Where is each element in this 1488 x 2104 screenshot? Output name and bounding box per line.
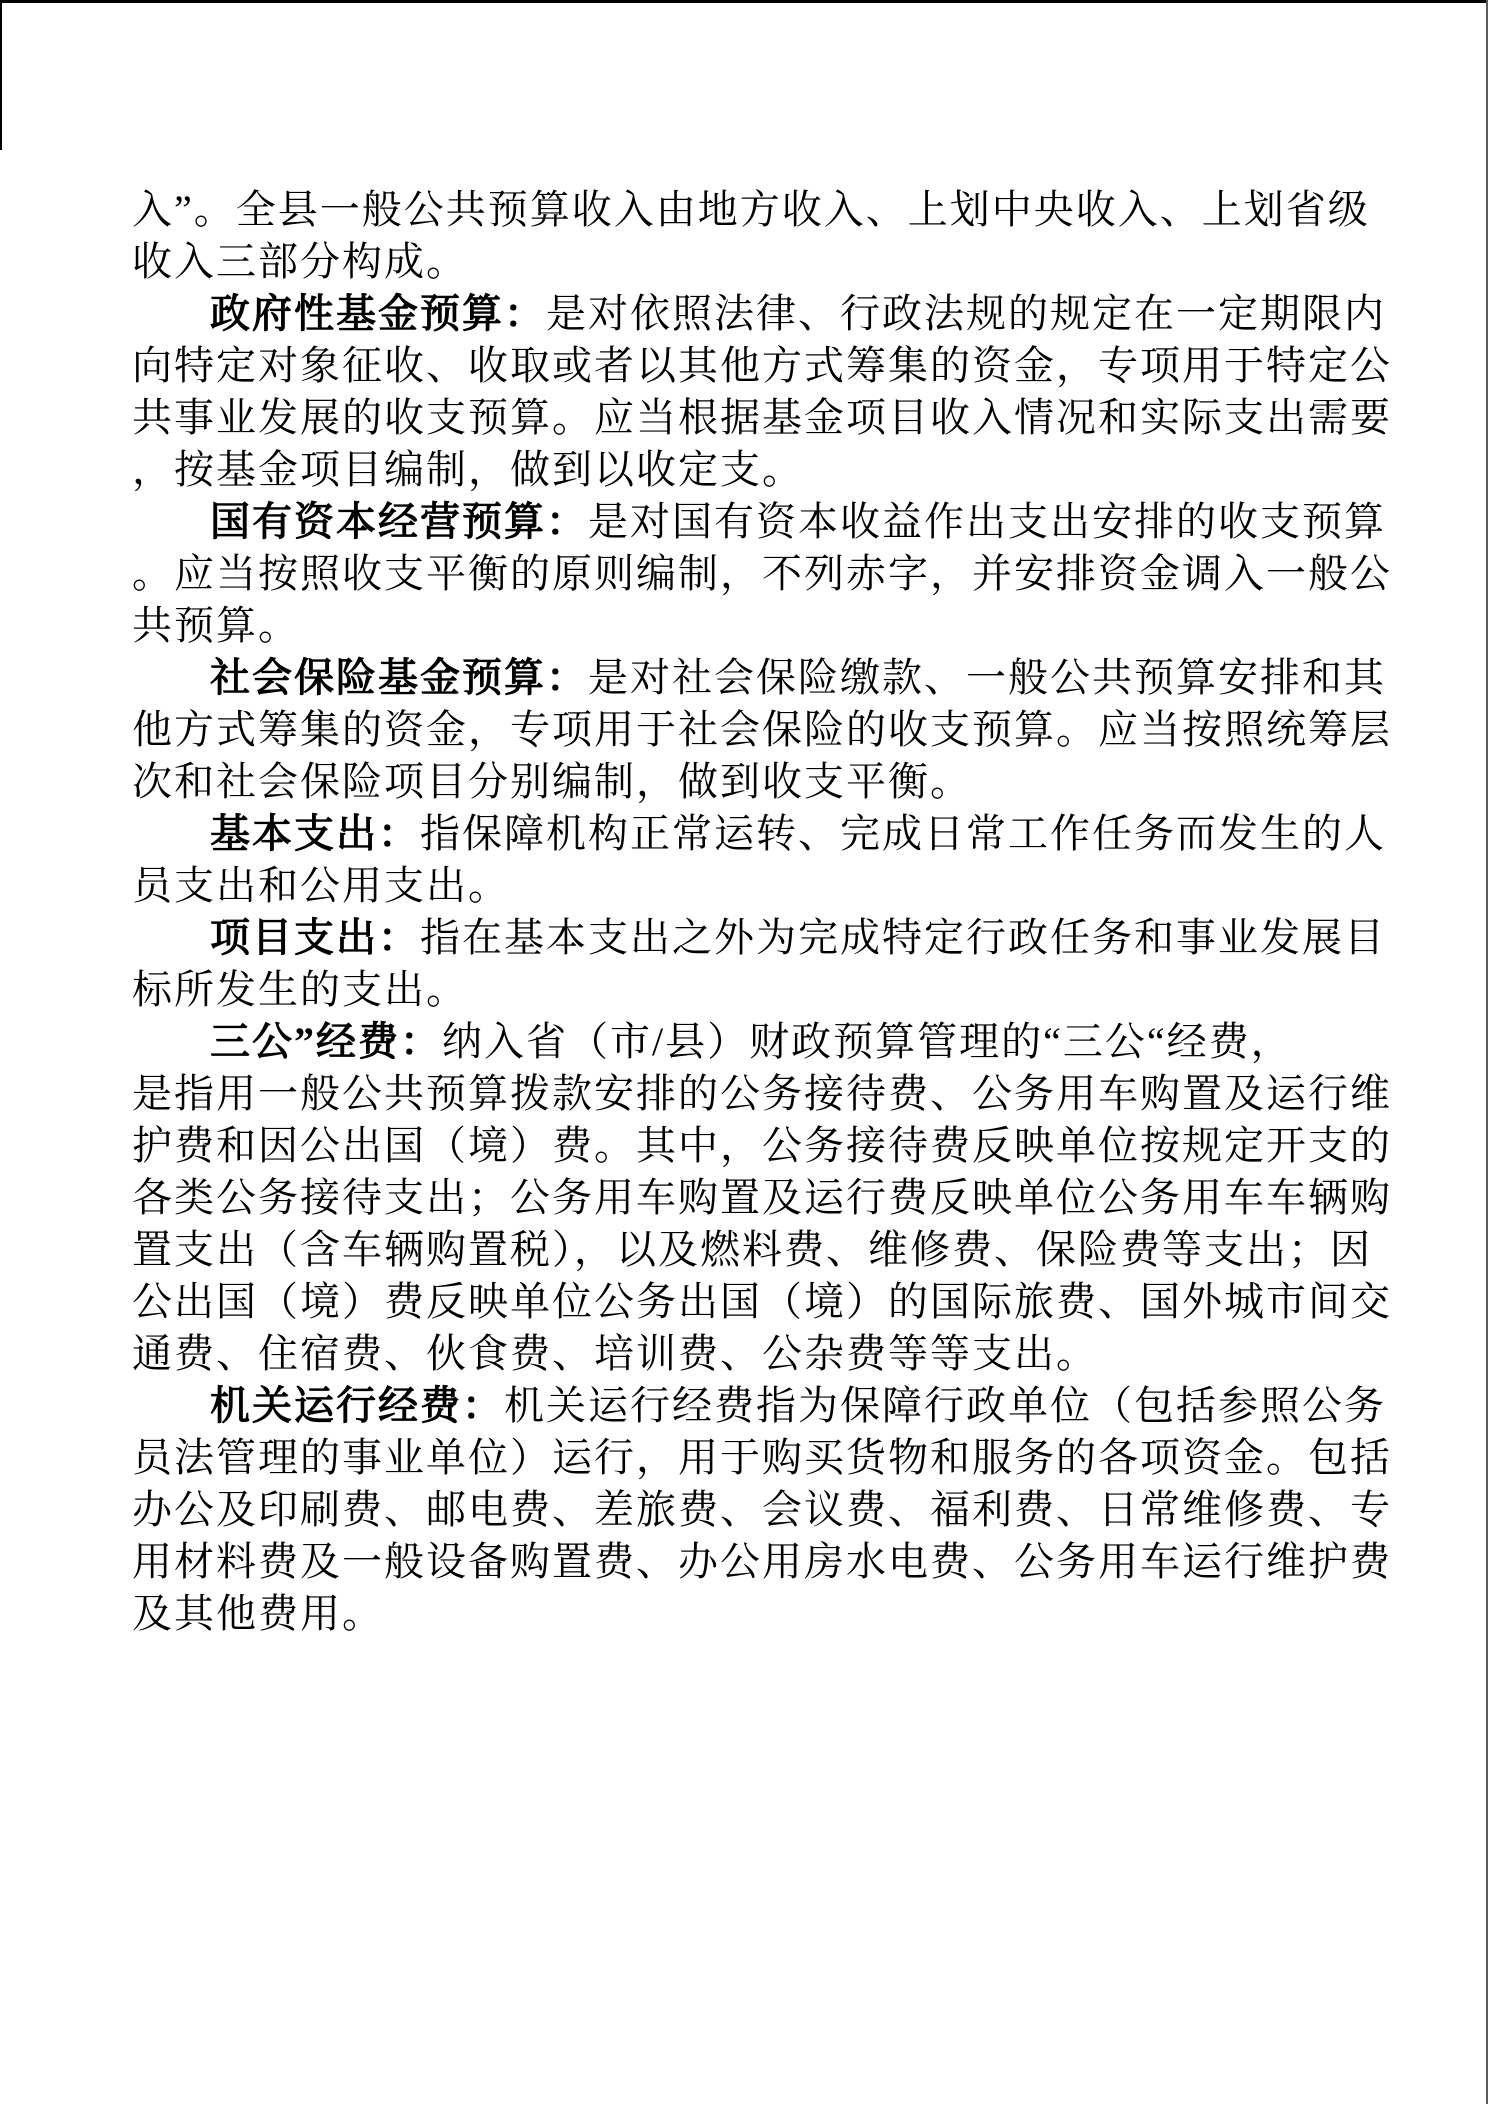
text-line — [132, 808, 1394, 860]
body-text: 护费和因公出国（境）费。其中，公务接待费反映单位按规定开支的 — [132, 1123, 1392, 1168]
text-line — [132, 444, 1394, 496]
body-text: 是对国有资本收益作出支出安排的收支预算 — [588, 499, 1386, 544]
text-line — [132, 1484, 1394, 1536]
body-text: 员法管理的事业单位）运行，用于购买货物和服务的各项资金。包括 — [132, 1435, 1392, 1480]
text-line — [132, 548, 1394, 600]
body-text: 办公及印刷费、邮电费、差旅费、会议费、福利费、日常维修费、专 — [132, 1487, 1392, 1532]
text-line — [132, 1016, 1394, 1068]
text-line — [132, 1588, 1394, 1640]
text-line — [132, 1328, 1394, 1380]
page-left-border-segment — [0, 0, 2, 150]
text-line — [132, 860, 1394, 912]
body-text: 。应当按照收支平衡的原则编制，不列赤字，并安排资金调入一般公 — [132, 551, 1392, 596]
term-heading: 机关运行经费： — [210, 1383, 504, 1428]
body-text: 向特定对象征收、收取或者以其他方式筹集的资金，专项用于特定公 — [132, 343, 1392, 388]
body-text: 共事业发展的收支预算。应当根据基金项目收入情况和实际支出需要 — [132, 395, 1392, 440]
body-text: ，按基金项目编制，做到以收定支。 — [132, 447, 804, 492]
document-text-block — [132, 184, 1394, 1640]
body-text: 各类公务接待支出；公务用车购置及运行费反映单位公务用车车辆购 — [132, 1175, 1392, 1220]
text-line — [132, 236, 1394, 288]
text-line — [132, 184, 1394, 236]
body-text: 共预算。 — [132, 603, 300, 648]
body-text: 收入三部分构成。 — [132, 239, 468, 284]
body-text: 次和社会保险项目分别编制，做到收支平衡。 — [132, 759, 972, 804]
term-heading: 国有资本经营预算： — [210, 499, 588, 544]
text-line — [132, 496, 1394, 548]
body-text: 是对依照法律、行政法规的规定在一定期限内 — [546, 291, 1386, 336]
text-line — [132, 1224, 1394, 1276]
text-line — [132, 964, 1394, 1016]
term-heading: 项目支出： — [210, 915, 420, 960]
text-line — [132, 1172, 1394, 1224]
body-text: 他方式筹集的资金，专项用于社会保险的收支预算。应当按照统筹层 — [132, 707, 1392, 752]
text-line — [132, 912, 1394, 964]
body-text: 标所发生的支出。 — [132, 967, 468, 1012]
text-line — [132, 756, 1394, 808]
text-line — [132, 1120, 1394, 1172]
text-line — [132, 340, 1394, 392]
page-top-border — [0, 0, 1488, 3]
term-heading: 基本支出： — [210, 811, 420, 856]
term-heading: 社会保险基金预算： — [210, 655, 588, 700]
body-text: 是对社会保险缴款、一般公共预算安排和其 — [588, 655, 1386, 700]
body-text: 用材料费及一般设备购置费、办公用房水电费、公务用车运行维护费 — [132, 1539, 1392, 1584]
term-heading: 政府性基金预算： — [210, 291, 546, 336]
body-text: 指保障机构正常运转、完成日常工作任务而发生的人 — [420, 811, 1386, 856]
body-text: 员支出和公用支出。 — [132, 863, 510, 908]
text-line — [132, 288, 1394, 340]
body-text: 通费、住宿费、伙食费、培训费、公杂费等等支出。 — [132, 1331, 1098, 1376]
text-line — [132, 1068, 1394, 1120]
text-line — [132, 600, 1394, 652]
body-text: 指在基本支出之外为完成特定行政任务和事业发展目 — [420, 915, 1386, 960]
body-text: 机关运行经费指为保障行政单位（包括参照公务 — [504, 1383, 1386, 1428]
text-line — [132, 704, 1394, 756]
text-line — [132, 392, 1394, 444]
text-line — [132, 1536, 1394, 1588]
text-line — [132, 1432, 1394, 1484]
body-text: 及其他费用。 — [132, 1591, 384, 1636]
body-text: 置支出（含车辆购置税），以及燃料费、维修费、保险费等支出；因 — [132, 1227, 1372, 1272]
text-line — [132, 1276, 1394, 1328]
body-text: 公出国（境）费反映单位公务出国（境）的国际旅费、国外城市间交 — [132, 1279, 1392, 1324]
term-heading: 三公”经费： — [210, 1019, 442, 1064]
text-line — [132, 1380, 1394, 1432]
text-line — [132, 652, 1394, 704]
body-text: 入”。全县一般公共预算收入由地方收入、上划中央收入、上划省级 — [132, 187, 1370, 232]
body-text: 纳入省（市/县）财政预算管理的“三公“经费， — [442, 1019, 1293, 1064]
body-text: 是指用一般公共预算拨款安排的公务接待费、公务用车购置及运行维 — [132, 1071, 1392, 1116]
